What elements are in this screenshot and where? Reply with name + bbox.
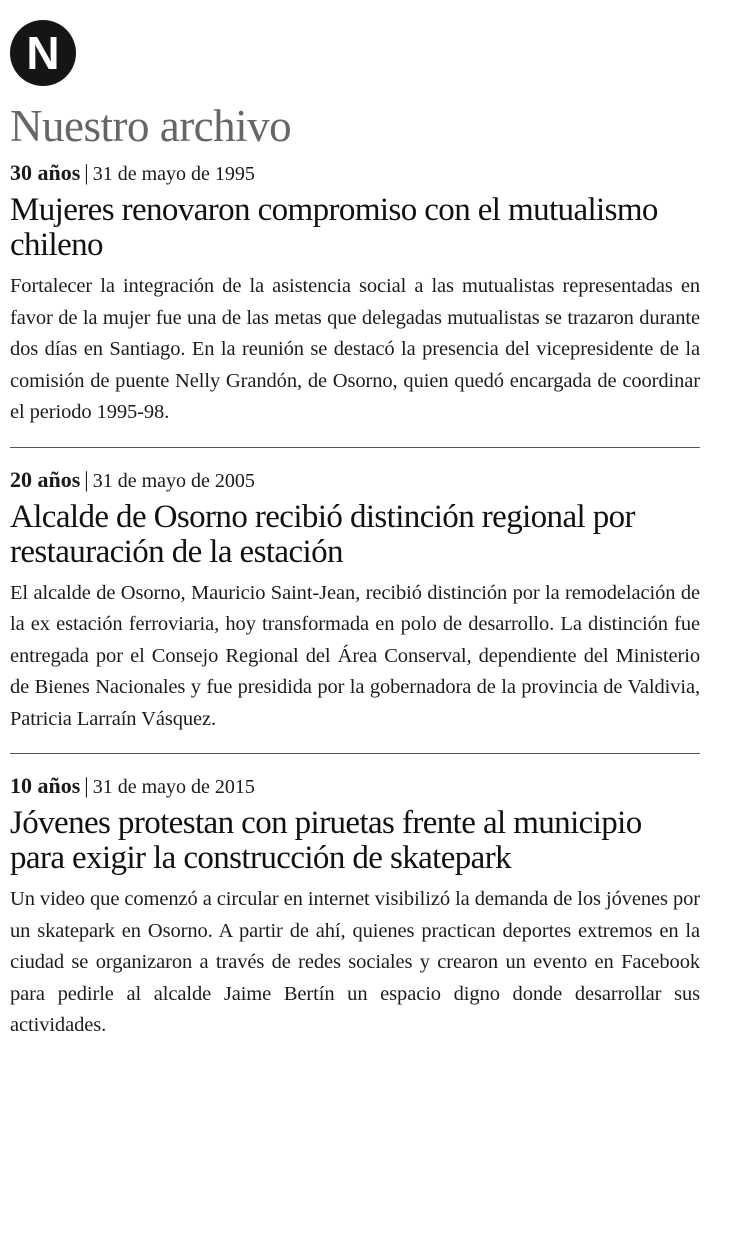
- entry-body: Un video que comenzó a circular en internet visibilizó la demanda de los jóvenes por un skatepark en Osorno. A partir de ahí, quienes practican deportes extremos en la ciudad se organizaron a través de redes sociales y crearon un evento en Facebook para pedirle al alcalde Jaime Bertín un espacio digno donde desarrollar sus actividades.: [10, 888, 700, 1036]
- entry-headline: Alcalde de Osorno recibió distinción regional por restauración de la estación: [10, 498, 635, 570]
- entry-kicker: [10, 158, 700, 189]
- entry-kicker: [10, 465, 700, 496]
- archive-column: [10, 20, 700, 1042]
- newspaper-logo: [10, 20, 76, 86]
- archive-entry-10-years: [10, 771, 700, 1042]
- entry-years: 20 años: [10, 466, 81, 492]
- entry-years: 30 años: [10, 160, 81, 185]
- entry-body: El alcalde de Osorno, Mauricio Saint-Jean, recibió distinción por la remodelación de la ex estación ferroviaria, hoy transformada en polo de desarrollo. La distinción fue entregada por el Consejo Regional del Área Conserval, dependiente del Ministerio de Bienes Nacionales y fue presidida por la gobernadora de la provincia de Valdivia, Patricia Larraín Vásquez.: [10, 581, 700, 730]
- kicker-separator: |: [84, 773, 89, 798]
- kicker-separator: |: [84, 466, 89, 492]
- entry-date: 31 de mayo de 2005: [92, 469, 255, 492]
- entry-divider: [10, 753, 700, 754]
- entry-body: Fortalecer la integración de la asistencia social a las mutualistas representadas en favor de la mujer fue una de las metas que delegadas mutualistas se trazaron durante dos días en Santiago. En la reunión se destacó la presencia del vicepresidente de la comisión de puente Nelly Grandón, de Osorno, quien quedó encargada de coordinar el periodo 1995-98.: [10, 275, 700, 423]
- entry-kicker: [10, 771, 700, 802]
- archive-entry-30-years: [10, 158, 700, 429]
- logo-letter: N: [26, 27, 60, 79]
- entry-headline: Mujeres renovaron compromiso con el mutualismo chileno: [10, 192, 658, 263]
- entry-years: 10 años: [10, 773, 81, 798]
- entry-divider: [10, 447, 700, 448]
- entry-date: 31 de mayo de 2015: [92, 776, 255, 798]
- section-title: Nuestro archivo: [10, 101, 292, 151]
- archive-entry-20-years: [10, 465, 700, 736]
- kicker-separator: |: [84, 160, 89, 185]
- entry-headline: Jóvenes protestan con piruetas frente al municipio para exigir la construcción de skatepark: [10, 805, 642, 876]
- entry-date: 31 de mayo de 1995: [92, 163, 255, 185]
